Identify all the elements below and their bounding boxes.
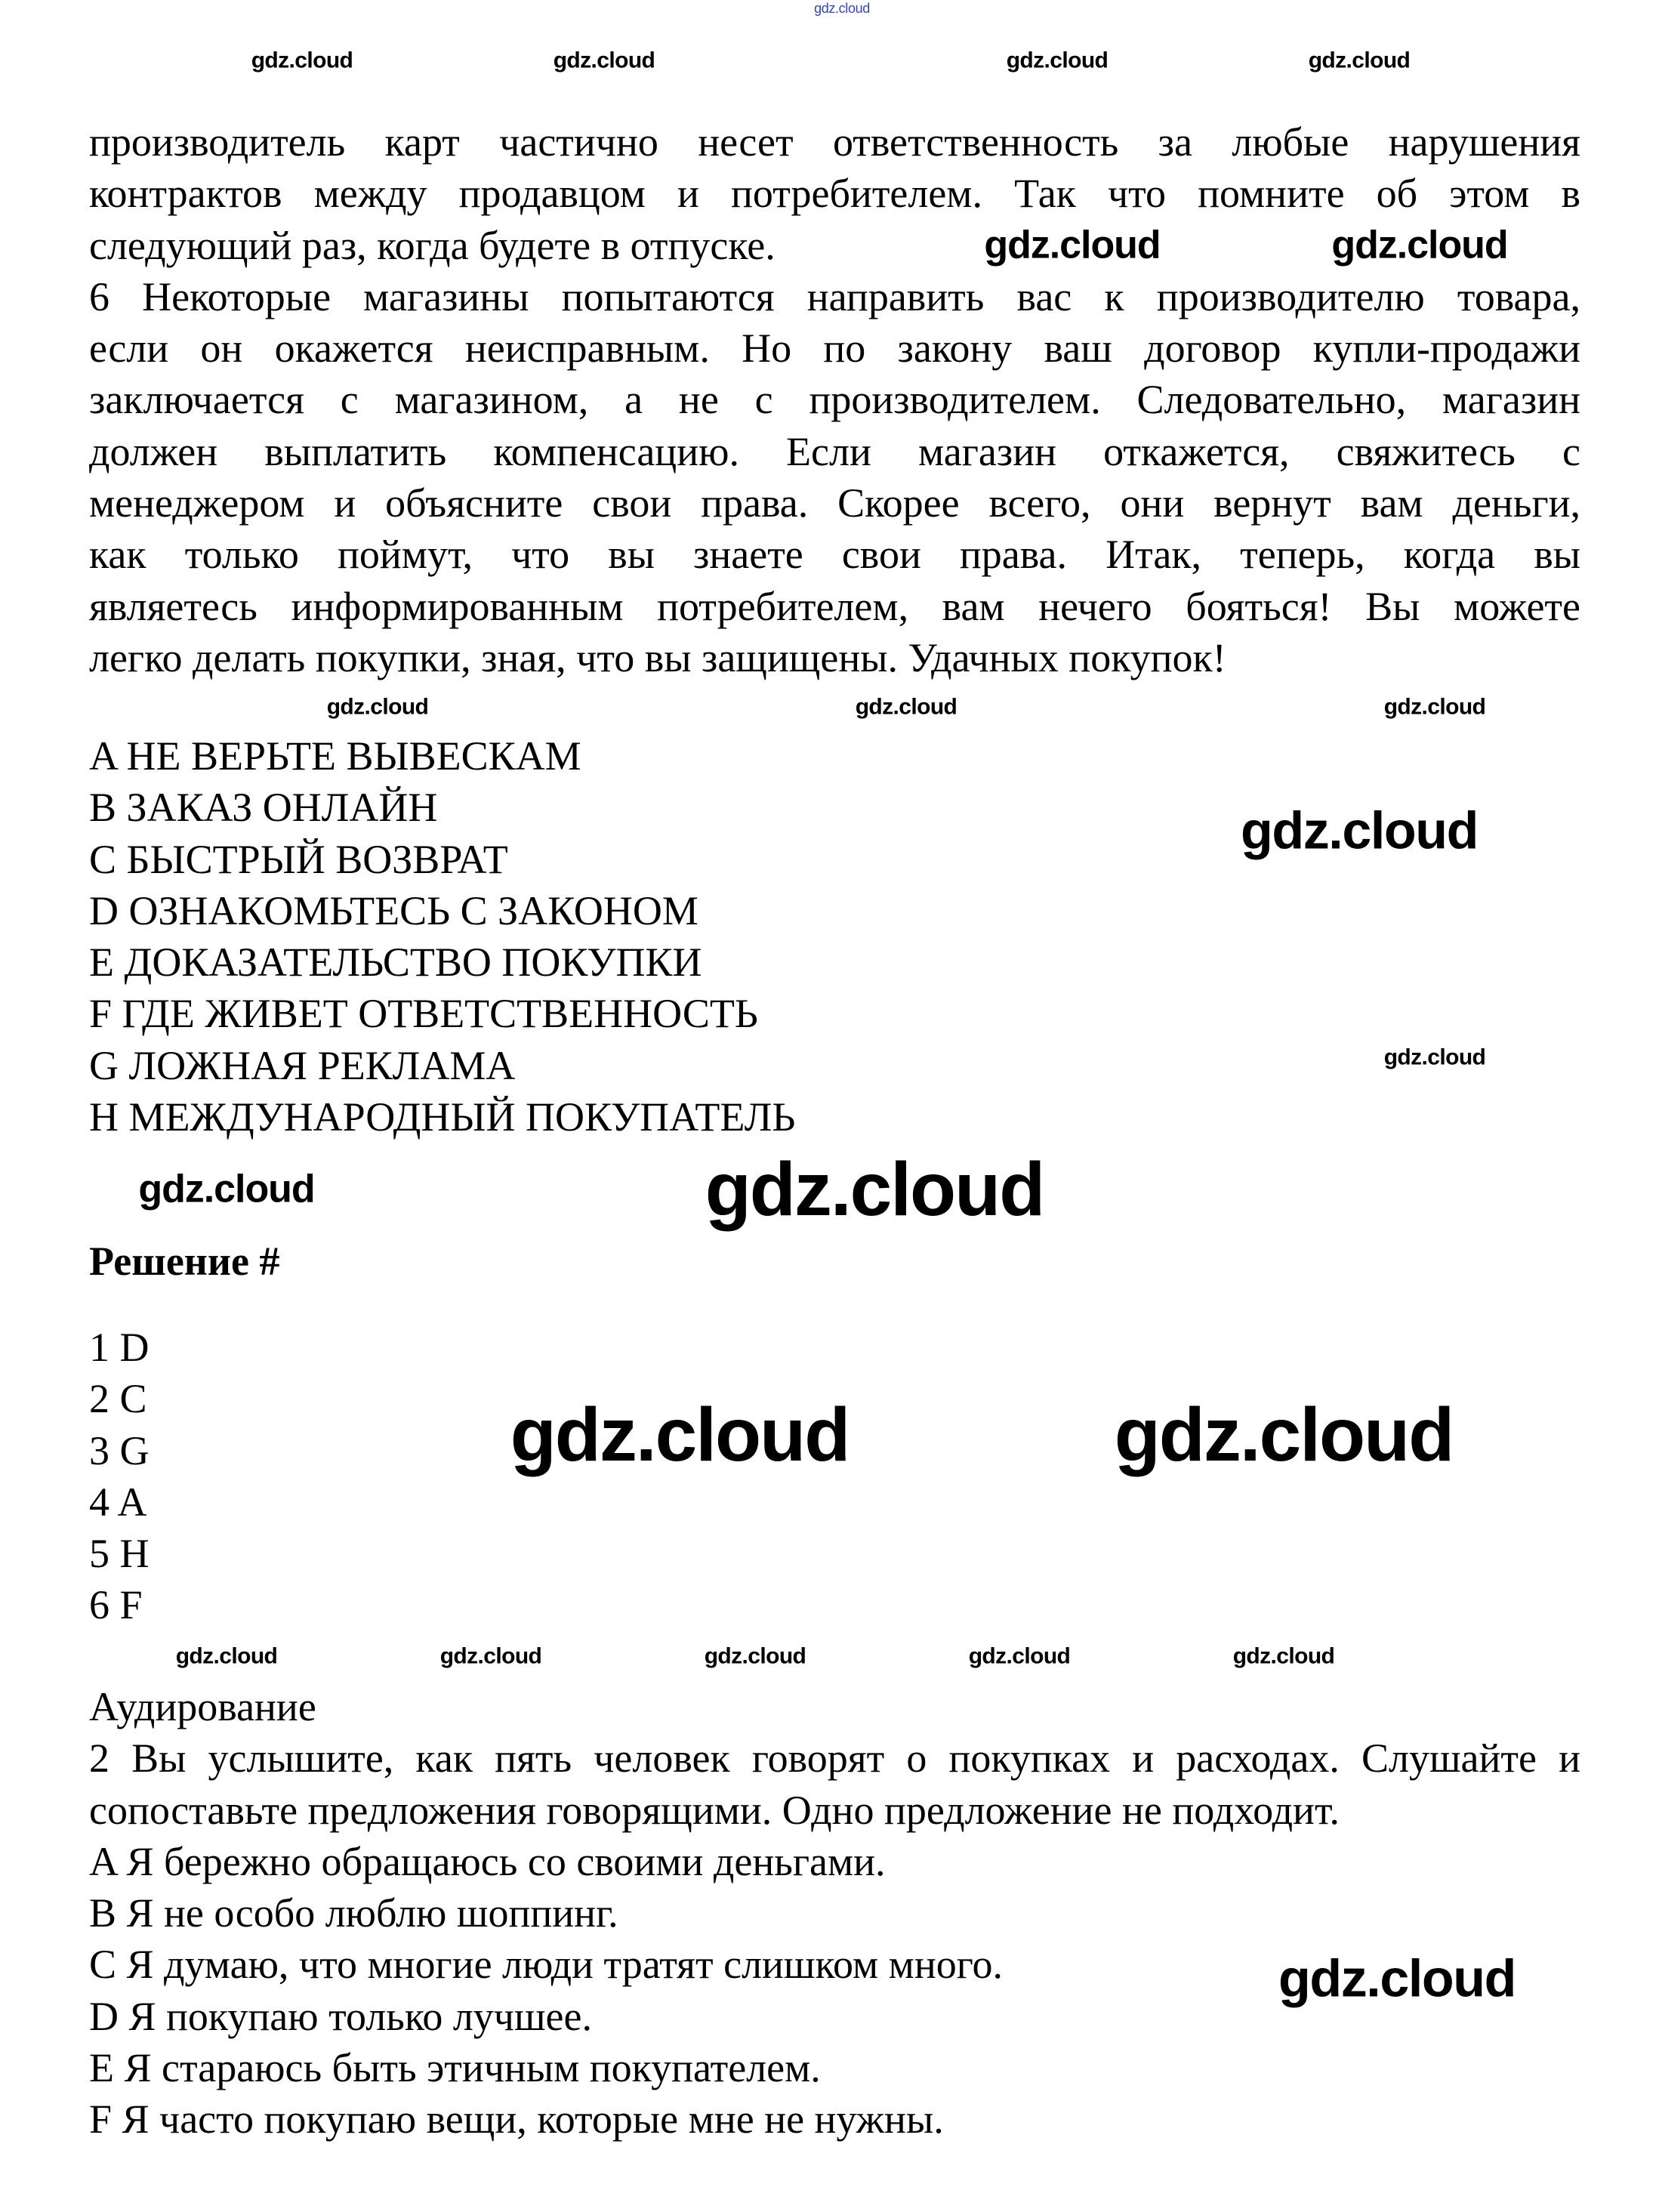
answer: 5 H [89,1531,150,1577]
paragraph-line: легко делать покупки, зная, что вы защищены. Удачных покупок! [89,634,1226,680]
answers-list [89,1322,316,1631]
paragraph-line: являетесь информированным потребителем, вам нечего бояться! Вы можете [89,583,1580,629]
listening-option: E Я стараюсь быть этичным покупателем. [89,2045,821,2091]
watermark: gdz.cloud [855,694,957,720]
listening-option: D Я покупаю только лучшее. [89,1993,592,2039]
watermark: gdz.cloud [251,48,353,73]
paragraph-line: должен выплатить компенсацию. Если магазин откажется, свяжитесь с [89,428,1580,474]
article-paragraph [89,116,1580,683]
heading-option: F ГДЕ ЖИВЕТ ОТВЕТСТВЕННОСТЬ [89,991,758,1037]
watermark: gdz.cloud [1278,1948,1516,2008]
watermark: gdz.cloud [138,1167,315,1211]
watermark: gdz.cloud [326,694,429,720]
heading-option: G ЛОЖНАЯ РЕКЛАМА [89,1042,516,1088]
headings-list [89,730,1580,1143]
heading-option: D ОЗНАКОМЬТЕСЬ С ЗАКОНОМ [89,887,698,933]
paragraph-line: следующий раз, когда будете в отпуске. [89,222,776,268]
watermark: gdz.cloud [1383,694,1486,720]
answer: 6 F [89,1582,143,1628]
watermark: gdz.cloud [1383,1044,1486,1070]
listening-title: Аудирование [89,1684,316,1729]
paragraph-line: 6 Некоторые магазины попытаются направить вас к производителю товара, [89,273,1580,319]
answer: 2 C [89,1376,147,1422]
watermark: gdz.cloud [1114,1393,1454,1477]
answer: 4 A [89,1479,147,1525]
heading-option: B ЗАКАЗ ОНЛАЙН [89,785,438,831]
watermark: gdz.cloud [439,1643,542,1669]
heading-option: H МЕЖДУНАРОДНЫЙ ПОКУПАТЕЛЬ [89,1094,796,1140]
heading-option: E ДОКАЗАТЕЛЬСТВО ПОКУПКИ [89,939,702,986]
watermark: gdz.cloud [510,1393,850,1477]
heading-option: C БЫСТРЫЙ ВОЗВРАТ [89,836,508,882]
answer: 1 D [89,1325,150,1370]
paragraph-line: менеджером и объясните свои права. Скорее всего, они вернут вам деньги, [89,480,1580,526]
watermark: gdz.cloud [704,1643,806,1669]
task-line: сопоставьте предложения говорящими. Одно предложение не подходит. [89,1787,1340,1833]
paragraph-line: заключается с магазином, а не с производителем. Следовательно, магазин [89,377,1580,423]
watermark: gdz.cloud [1331,223,1508,267]
watermark: gdz.cloud [984,223,1161,267]
watermark: gdz.cloud [175,1643,278,1669]
watermark: gdz.cloud [968,1643,1071,1669]
watermark: gdz.cloud [705,1147,1044,1232]
watermark: gdz.cloud [1232,1643,1335,1669]
answer: 3 G [89,1427,150,1473]
watermark: gdz.cloud [1308,48,1411,73]
listening-option: B Я не особо люблю шоппинг. [89,1890,618,1936]
heading-option: A НЕ ВЕРЬТЕ ВЫВЕСКАМ [89,733,581,779]
listening-option: A Я бережно обращаюсь со своими деньгами. [89,1838,886,1884]
watermark: gdz.cloud [1006,48,1109,73]
solution-title: Решение # [89,1239,280,1284]
paragraph-line: производитель карт частично несет ответственность за любые нарушения [89,119,1580,165]
watermark: gdz.cloud [553,48,655,73]
watermark: gdz.cloud [1240,801,1479,860]
header-watermark: gdz.cloud [814,1,870,17]
paragraph-line: если он окажется неисправным. Но по закону ваш договор купли-продажи [89,325,1580,372]
task-line: 2 Вы услышите, как пять человек говорят о покупках и расходах. Слушайте и [89,1735,1580,1782]
listening-option: C Я думаю, что многие люди тратят слишком много. [89,1942,1004,1988]
listening-option: F Я часто покупаю вещи, которые мне не нужны. [89,2096,944,2143]
listening-section [89,1681,1580,2146]
paragraph-line: как только поймут, что вы знаете свои права. Итак, теперь, когда вы [89,532,1580,578]
paragraph-line: контрактов между продавцом и потребителем. Так что помните об этом в [89,171,1580,217]
